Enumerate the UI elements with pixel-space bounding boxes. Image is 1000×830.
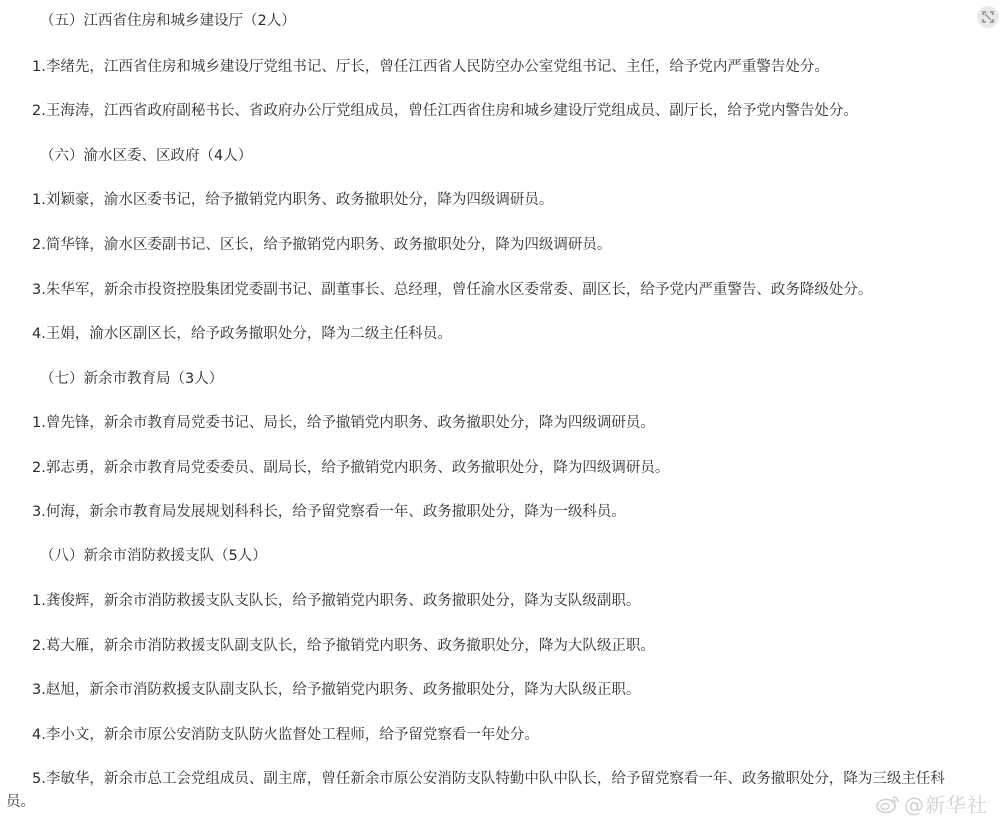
list-item: 3.何海，新余市教育局发展规划科科长，给予留党察看一年、政务撤职处分，降为一级科员。 bbox=[32, 504, 626, 520]
list-item: 2.葛大雁，新余市消防救援支队副支队长，给予撤销党内职务、政务撤职处分，降为大队级正职。 bbox=[32, 638, 655, 654]
list-item: 4.王娟，渝水区副区长，给予政务撤职处分，降为二级主任科员。 bbox=[32, 326, 452, 342]
section-heading: （六）渝水区委、区政府（4人） bbox=[40, 148, 253, 164]
expand-button[interactable] bbox=[977, 6, 999, 28]
list-item: 2.郭志勇，新余市教育局党委委员、副局长，给予撤销党内职务、政务撤职处分，降为四级调研员。 bbox=[32, 460, 670, 476]
list-item: 2.简华锋，渝水区委副书记、区长，给予撤销党内职务、政务撤职处分，降为四级调研员。 bbox=[32, 237, 612, 253]
list-item: 1.刘颖豪，渝水区委书记，给予撤销党内职务、政务撤职处分，降为四级调研员。 bbox=[32, 192, 554, 208]
list-item: 3.朱华军，新余市投资控股集团党委副书记、副董事长、总经理，曾任渝水区委常委、副区长，给予党内严重警告、政务降级处分。 bbox=[32, 282, 873, 298]
list-item: 2.王海涛，江西省政府副秘书长、省政府办公厅党组成员，曾任江西省住房和城乡建设厅党组成员、副厅长，给予党内警告处分。 bbox=[32, 103, 858, 119]
section-heading: （五）江西省住房和城乡建设厅（2人） bbox=[40, 13, 296, 29]
expand-icon bbox=[982, 11, 994, 23]
list-item: 1.曾先锋，新余市教育局党委书记、局长，给予撤销党内职务、政务撤职处分，降为四级调研员。 bbox=[32, 415, 655, 431]
watermark-text: @新华社 bbox=[904, 793, 988, 817]
list-item: 1.龚俊辉，新余市消防救援支队支队长，给予撤销党内职务、政务撤职处分，降为支队级副职。 bbox=[32, 593, 641, 609]
watermark bbox=[876, 789, 988, 818]
weibo-logo-icon bbox=[876, 794, 900, 814]
list-item: 4.李小文，新余市原公安消防支队防火监督处工程师，给予留党察看一年处分。 bbox=[32, 727, 539, 743]
list-item: 3.赵旭，新余市消防救援支队副支队长，给予撤销党内职务、政务撤职处分，降为大队级正职。 bbox=[32, 682, 641, 698]
list-item-continuation: 员。 bbox=[6, 794, 35, 810]
section-heading: （八）新余市消防救援支队（5人） bbox=[40, 548, 267, 564]
list-item: 1.李绪先，江西省住房和城乡建设厅党组书记、厅长，曾任江西省人民防空办公室党组书记、主任，给予党内严重警告处分。 bbox=[32, 59, 829, 75]
section-heading: （七）新余市教育局（3人） bbox=[40, 371, 224, 387]
list-item: 5.李敏华，新余市总工会党组成员、副主席，曾任新余市原公安消防支队特勤中队中队长，给予留党察看一年、政务撤职处分，降为三级主任科 bbox=[32, 771, 945, 787]
